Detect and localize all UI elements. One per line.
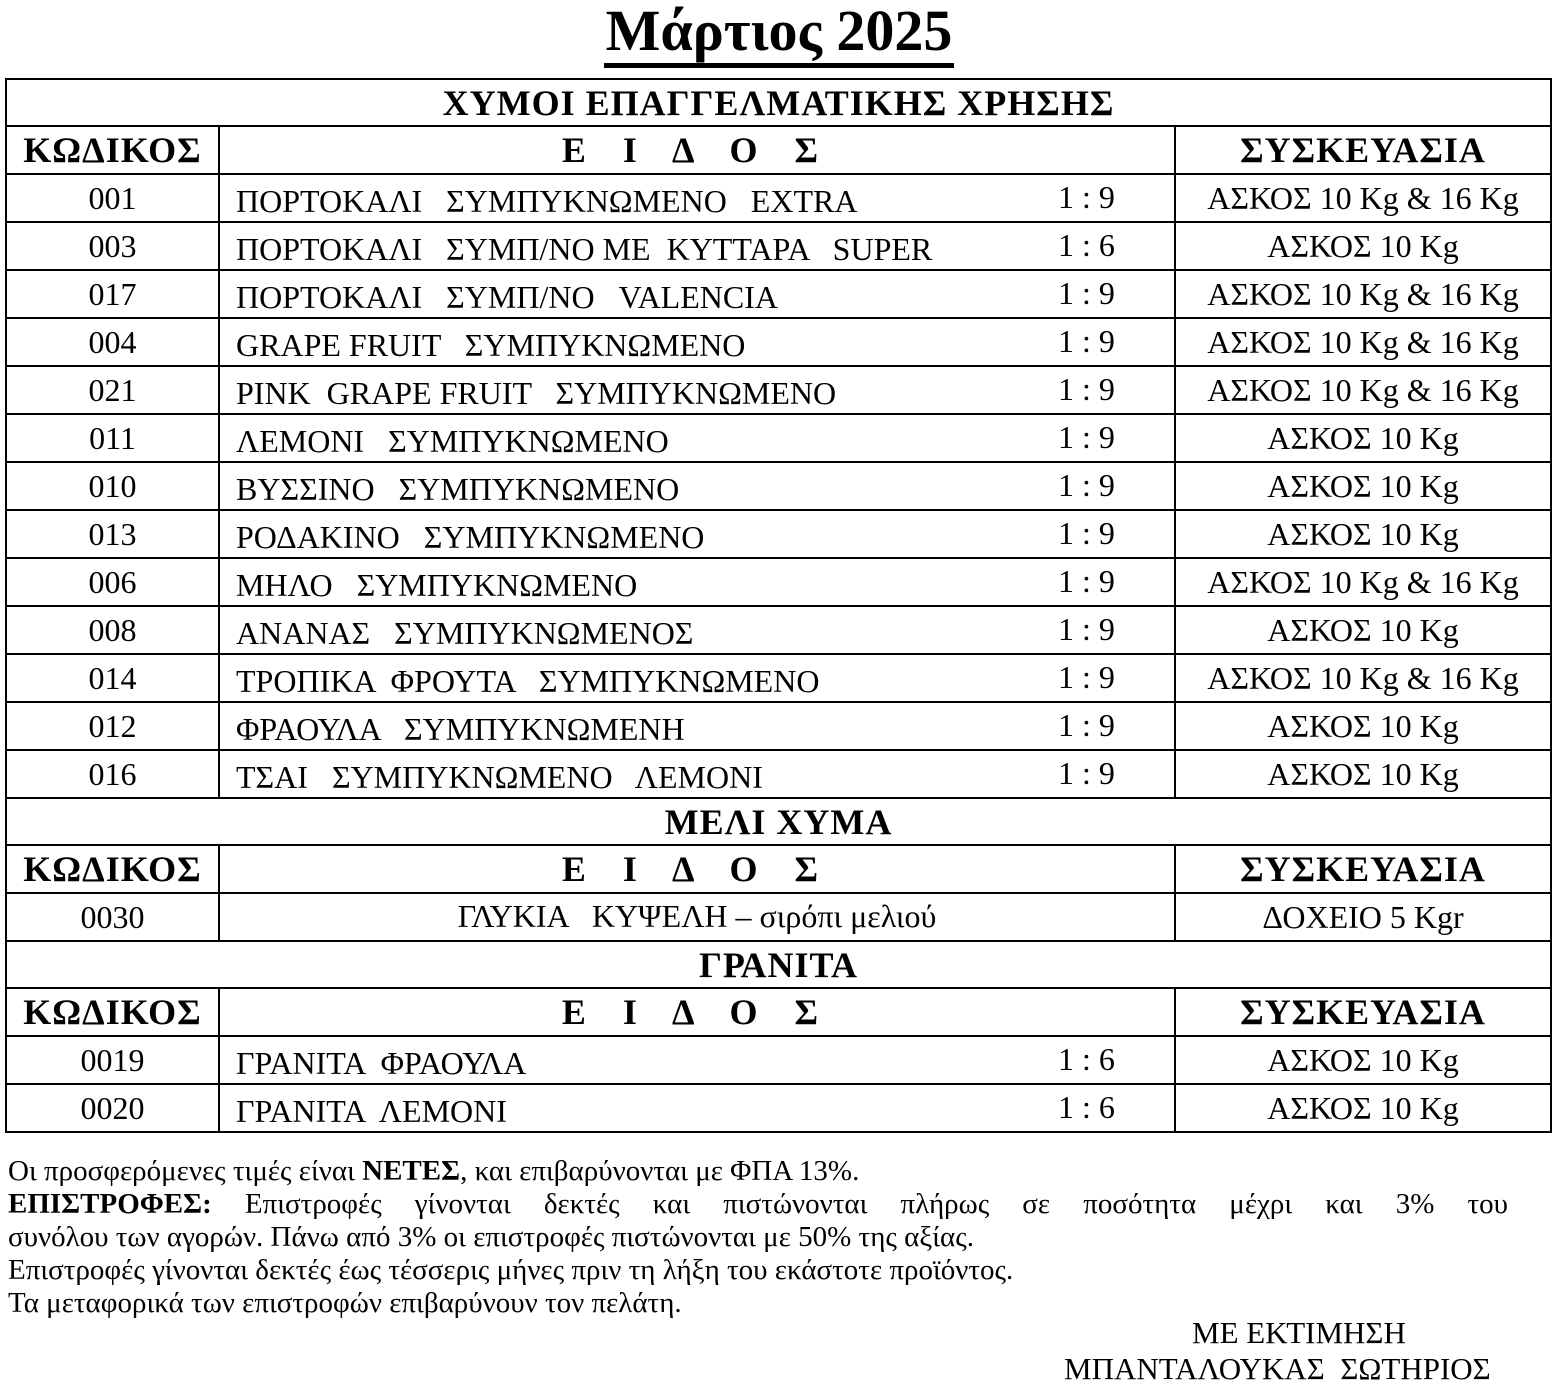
packaging: ΑΣΚΟΣ 10 Kg [1175,1084,1551,1132]
product-cell [219,174,1175,222]
section-title-row [6,798,1551,845]
product-cell [219,558,1175,606]
product-cell [219,893,1175,941]
product-code: 012 [6,702,219,750]
column-header-row [6,126,1551,174]
dilution-ratio: 1 : 6 [1058,1041,1115,1077]
header-code: ΚΩΔΙΚΟΣ [6,845,219,893]
product-cell [219,702,1175,750]
dilution-ratio: 1 : 9 [1058,419,1115,455]
dilution-ratio: 1 : 9 [1058,755,1115,791]
signature-greeting: ΜΕ ΕΚΤΙΜΗΣΗ [1192,1315,1406,1350]
dilution-ratio: 1 : 9 [1058,707,1115,743]
header-item: Ε Ι Δ Ο Σ [219,126,1175,174]
vat-note [8,1155,1508,1188]
dilution-ratio: 1 : 9 [1058,275,1115,311]
product-code: 021 [6,366,219,414]
product-code: 013 [6,510,219,558]
table-row [6,366,1551,414]
table-row [6,750,1551,798]
page-header [0,0,1558,72]
returns-text: Επιστροφές γίνονται δεκτές και πιστώνονται πλήρως σε ποσότητα μέχρι και 3% του [211,1188,1508,1220]
product-name: PINK GRAPE FRUIT ΣΥΜΠΥΚΝΩΜΕΝΟ [236,375,837,411]
header-item: Ε Ι Δ Ο Σ [219,845,1175,893]
packaging: ΑΣΚΟΣ 10 Kg [1175,414,1551,462]
signature-name: ΜΠΑΝΤΑΛΟΥΚΑΣ ΣΩΤΗΡΙΟΣ [1064,1351,1491,1386]
dilution-ratio: 1 : 9 [1058,467,1115,503]
header-code: ΚΩΔΙΚΟΣ [6,988,219,1036]
packaging: ΑΣΚΟΣ 10 Kg & 16 Kg [1175,558,1551,606]
table-row [6,174,1551,222]
product-name: GRAPE FRUIT ΣΥΜΠΥΚΝΩΜΕΝΟ [236,327,746,363]
vat-note-post: , και επιβαρύνονται με ΦΠΑ 13%. [460,1155,860,1187]
product-cell [219,270,1175,318]
product-code: 004 [6,318,219,366]
returns-note [8,1188,1508,1221]
product-cell [219,366,1175,414]
dilution-ratio: 1 : 9 [1058,179,1115,215]
product-name: ΤΡΟΠΙΚΑ ΦΡΟΥΤΑ ΣΥΜΠΥΚΝΩΜΕΝΟ [236,663,820,699]
packaging: ΑΣΚΟΣ 10 Kg & 16 Kg [1175,366,1551,414]
price-list-body [6,79,1551,1132]
section-title: ΓΡΑΝΙΤΑ [6,941,1551,988]
product-name: ΛΕΜΟΝΙ ΣΥΜΠΥΚΝΩΜΕΝΟ [236,423,669,459]
dilution-ratio: 1 : 9 [1058,515,1115,551]
product-code: 011 [6,414,219,462]
packaging: ΑΣΚΟΣ 10 Kg & 16 Kg [1175,318,1551,366]
product-cell [219,606,1175,654]
returns-note-continued: συνόλου των αγορών. Πάνω από 3% οι επιστροφές πιστώνονται με 50% της αξίας. [8,1221,974,1253]
product-name: ΓΛΥΚΙΑ ΚΥΨΕΛΗ – σιρόπι μελιού [457,898,937,934]
product-code: 001 [6,174,219,222]
table-row [6,222,1551,270]
column-header-row [6,988,1551,1036]
product-code: 0020 [6,1084,219,1132]
vat-note-bold: ΝΕΤΕΣ [362,1155,461,1187]
product-cell [219,414,1175,462]
vat-note-pre: Οι προσφερόμενες τιμές είναι [8,1155,363,1187]
packaging: ΑΣΚΟΣ 10 Kg [1175,462,1551,510]
product-code: 003 [6,222,219,270]
section-title: ΜΕΛΙ ΧΥΜΑ [6,798,1551,845]
product-code: 0019 [6,1036,219,1084]
table-row [6,1036,1551,1084]
header-packaging: ΣΥΣΚΕΥΑΣΙΑ [1175,126,1551,174]
dilution-ratio: 1 : 9 [1058,323,1115,359]
notes-block [8,1155,1508,1320]
shipping-note: Τα μεταφορικά των επιστροφών επιβαρύνουν τον πελάτη. [8,1287,682,1319]
product-name: ΓΡΑΝΙΤΑ ΛΕΜΟΝΙ [236,1093,507,1129]
product-name: ΓΡΑΝΙΤΑ ΦΡΑΟΥΛΑ [236,1045,527,1081]
product-name: ΜΗΛΟ ΣΥΜΠΥΚΝΩΜΕΝΟ [236,567,638,603]
packaging: ΑΣΚΟΣ 10 Kg [1175,222,1551,270]
packaging: ΑΣΚΟΣ 10 Kg [1175,750,1551,798]
product-name: ΡΟΔΑΚΙΝΟ ΣΥΜΠΥΚΝΩΜΕΝΟ [236,519,705,555]
product-cell [219,1036,1175,1084]
header-packaging: ΣΥΣΚΕΥΑΣΙΑ [1175,845,1551,893]
product-name: ΠΟΡΤΟΚΑΛΙ ΣΥΜΠ/ΝΟ VALENCIA [236,279,778,315]
packaging: ΔΟΧΕΙΟ 5 Kgr [1175,893,1551,941]
dilution-ratio: 1 : 9 [1058,659,1115,695]
table-row [6,510,1551,558]
product-name: ΠΟΡΤΟΚΑΛΙ ΣΥΜΠ/ΝΟ ΜΕ ΚΥΤΤΑΡΑ SUPER [236,231,933,267]
product-name: ΠΟΡΤΟΚΑΛΙ ΣΥΜΠΥΚΝΩΜΕΝΟ EXTRA [236,183,858,219]
section-title-row [6,941,1551,988]
table-row [6,606,1551,654]
table-row [6,893,1551,941]
column-header-row [6,845,1551,893]
page-title: Μάρτιος 2025 [604,2,955,68]
table-row [6,558,1551,606]
product-cell [219,462,1175,510]
section-title-row [6,79,1551,126]
packaging: ΑΣΚΟΣ 10 Kg [1175,606,1551,654]
table-row [6,1084,1551,1132]
table-row [6,702,1551,750]
price-list-table [5,78,1552,1133]
product-code: 014 [6,654,219,702]
product-cell [219,222,1175,270]
header-item: Ε Ι Δ Ο Σ [219,988,1175,1036]
table-row [6,318,1551,366]
product-cell [219,654,1175,702]
product-cell [219,318,1175,366]
packaging: ΑΣΚΟΣ 10 Kg & 16 Kg [1175,270,1551,318]
table-row [6,654,1551,702]
product-name: ΑΝΑΝΑΣ ΣΥΜΠΥΚΝΩΜΕΝΟΣ [236,615,694,651]
dilution-ratio: 1 : 6 [1058,227,1115,263]
packaging: ΑΣΚΟΣ 10 Kg [1175,510,1551,558]
product-code: 010 [6,462,219,510]
product-name: ΒΥΣΣΙΝΟ ΣΥΜΠΥΚΝΩΜΕΝΟ [236,471,680,507]
product-cell [219,1084,1175,1132]
section-title: ΧΥΜΟΙ ΕΠΑΓΓΕΛΜΑΤΙΚΗΣ ΧΡΗΣΗΣ [6,79,1551,126]
packaging: ΑΣΚΟΣ 10 Kg & 16 Kg [1175,654,1551,702]
product-code: 0030 [6,893,219,941]
dilution-ratio: 1 : 9 [1058,611,1115,647]
dilution-ratio: 1 : 9 [1058,563,1115,599]
product-name: ΦΡΑΟΥΛΑ ΣΥΜΠΥΚΝΩΜΕΝΗ [236,711,685,747]
product-code: 006 [6,558,219,606]
packaging: ΑΣΚΟΣ 10 Kg [1175,702,1551,750]
product-code: 016 [6,750,219,798]
product-code: 008 [6,606,219,654]
dilution-ratio: 1 : 9 [1058,371,1115,407]
product-cell [219,750,1175,798]
returns-label: ΕΠΙΣΤΡΟΦΕΣ: [8,1188,212,1220]
header-code: ΚΩΔΙΚΟΣ [6,126,219,174]
table-row [6,270,1551,318]
dilution-ratio: 1 : 6 [1058,1089,1115,1125]
product-cell [219,510,1175,558]
table-row [6,462,1551,510]
packaging: ΑΣΚΟΣ 10 Kg [1175,1036,1551,1084]
returns-window-note: Επιστροφές γίνονται δεκτές έως τέσσερις μήνες πριν τη λήξη του εκάστοτε προϊόντος. [8,1254,1014,1286]
product-name: ΤΣΑΙ ΣΥΜΠΥΚΝΩΜΕΝΟ ΛΕΜΟΝΙ [236,759,763,795]
packaging: ΑΣΚΟΣ 10 Kg & 16 Kg [1175,174,1551,222]
product-code: 017 [6,270,219,318]
header-packaging: ΣΥΣΚΕΥΑΣΙΑ [1175,988,1551,1036]
table-row [6,414,1551,462]
